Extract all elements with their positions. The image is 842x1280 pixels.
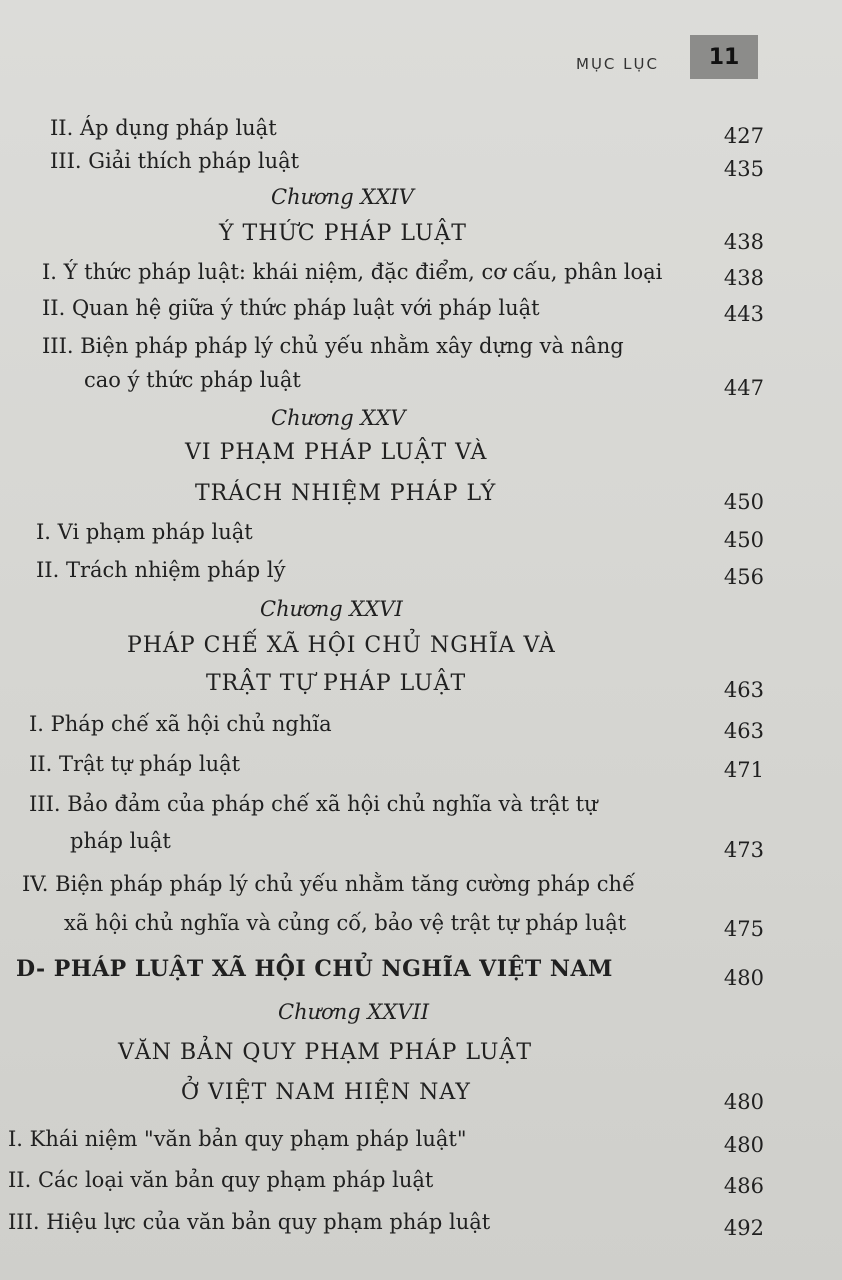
toc-page-number: 456 bbox=[723, 565, 764, 589]
toc-page-number: 450 bbox=[723, 490, 764, 514]
toc-entry: I. Khái niệm "văn bản quy phạm pháp luật" bbox=[8, 1127, 467, 1151]
toc-page-number: 480 bbox=[723, 966, 764, 990]
chapter-title: PHÁP CHẾ XÃ HỘI CHỦ NGHĨA VÀ bbox=[127, 633, 556, 658]
chapter-title: TRẬT TỰ PHÁP LUẬT bbox=[206, 671, 467, 696]
toc-page-number: 486 bbox=[723, 1174, 764, 1198]
toc-page-number: 435 bbox=[723, 157, 764, 181]
toc-entry: II. Áp dụng pháp luật bbox=[50, 116, 277, 140]
toc-page-number: 492 bbox=[723, 1216, 764, 1240]
toc-page-number: 480 bbox=[723, 1090, 764, 1114]
toc-entry: I. Pháp chế xã hội chủ nghĩa bbox=[29, 712, 332, 736]
toc-page-number: 438 bbox=[723, 230, 764, 254]
page-number-box bbox=[690, 35, 758, 79]
chapter-label: Chương XXVII bbox=[278, 1000, 430, 1024]
toc-page-number: 443 bbox=[723, 302, 764, 326]
toc-page-number: 463 bbox=[723, 719, 764, 743]
toc-page-number: 463 bbox=[723, 678, 764, 702]
toc-entry: II. Trật tự pháp luật bbox=[29, 752, 241, 776]
toc-entry-continuation: pháp luật bbox=[70, 829, 171, 853]
toc-entry: III. Hiệu lực của văn bản quy phạm pháp luật bbox=[8, 1210, 491, 1234]
chapter-label: Chương XXV bbox=[271, 406, 406, 430]
chapter-label: Chương XXVI bbox=[260, 597, 403, 621]
toc-entry: III. Giải thích pháp luật bbox=[50, 149, 300, 173]
toc-entry-continuation: cao ý thức pháp luật bbox=[84, 368, 301, 392]
running-header-title: MỤC LỤC bbox=[576, 55, 659, 73]
toc-page-number: 427 bbox=[723, 124, 764, 148]
toc-entry: III. Biện pháp pháp lý chủ yếu nhằm xây dựng và nâng bbox=[42, 334, 624, 358]
chapter-label: Chương XXIV bbox=[271, 185, 414, 209]
toc-page-number: 450 bbox=[723, 528, 764, 552]
toc-entry: IV. Biện pháp pháp lý chủ yếu nhằm tăng cường pháp chế bbox=[22, 872, 635, 896]
toc-page-number: 473 bbox=[723, 838, 764, 862]
part-heading: D- PHÁP LUẬT XÃ HỘI CHỦ NGHĨA VIỆT NAM bbox=[16, 956, 613, 982]
toc-entry: I. Vi phạm pháp luật bbox=[36, 520, 253, 544]
toc-page-number: 480 bbox=[723, 1133, 764, 1157]
chapter-title: Ở VIỆT NAM HIỆN NAY bbox=[181, 1080, 471, 1105]
toc-entry: II. Trách nhiệm pháp lý bbox=[36, 558, 286, 582]
toc-entry: II. Quan hệ giữa ý thức pháp luật với pháp luật bbox=[42, 296, 540, 320]
toc-entry: I. Ý thức pháp luật: khái niệm, đặc điểm, cơ cấu, phân loại bbox=[42, 260, 663, 284]
chapter-title: Ý THỨC PHÁP LUẬT bbox=[219, 221, 467, 246]
toc-page-number: 447 bbox=[723, 376, 764, 400]
chapter-title: VI PHẠM PHÁP LUẬT VÀ bbox=[185, 440, 488, 465]
toc-page-number: 475 bbox=[723, 917, 764, 941]
toc-page-number: 438 bbox=[723, 266, 764, 290]
chapter-title: VĂN BẢN QUY PHẠM PHÁP LUẬT bbox=[118, 1040, 532, 1065]
toc-entry: III. Bảo đảm của pháp chế xã hội chủ nghĩa và trật tự bbox=[29, 792, 598, 816]
toc-entry-continuation: xã hội chủ nghĩa và củng cố, bảo vệ trật tự pháp luật bbox=[64, 911, 627, 935]
toc-page-number: 471 bbox=[723, 758, 764, 782]
chapter-title: TRÁCH NHIỆM PHÁP LÝ bbox=[195, 481, 497, 506]
toc-entry: II. Các loại văn bản quy phạm pháp luật bbox=[8, 1168, 434, 1192]
page-number: 11 bbox=[708, 44, 740, 70]
